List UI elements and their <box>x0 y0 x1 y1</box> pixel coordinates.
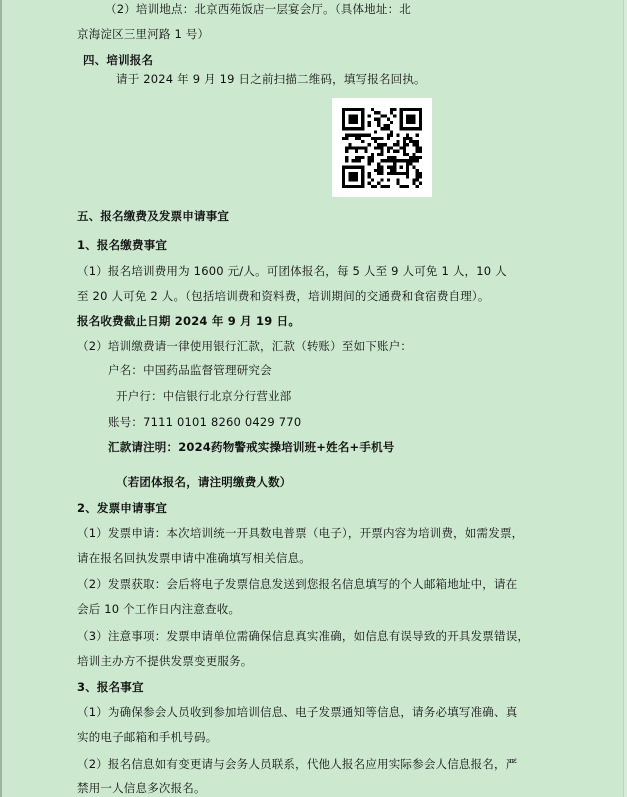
paragraph-line: （2）发票获取：会后将电子发票信息发送到您报名信息填写的个人邮箱地址中，请在 <box>77 577 518 591</box>
paragraph-line: （2）报名信息如有变更请与会务人员联系，代他人报名应用实际参会人信息报名，严 <box>77 757 518 771</box>
paragraph-line: 培训主办方不提供发票变更服务。 <box>77 654 253 668</box>
section-heading: 汇款请注明：2024药物警戒实操培训班+姓名+手机号 <box>108 440 395 454</box>
qr-code-image <box>342 108 422 188</box>
paragraph-line: 请于 2024 年 9 月 19 日之前扫描二维码，填写报名回执。 <box>116 72 426 86</box>
paragraph-line: 实的电子邮箱和手机号码。 <box>77 730 218 744</box>
paragraph-line: （1）为确保参会人员收到参加培训信息、电子发票通知等信息，请务必填写准确、真 <box>77 705 518 719</box>
section-heading: （若团体报名，请注明缴费人数） <box>116 475 292 489</box>
paragraph-line: 开户行：中信银行北京分行营业部 <box>116 389 292 403</box>
paragraph-line: （2）培训地点：北京西苑饭店一层宴会厅。（具体地址：北 <box>105 2 411 16</box>
paragraph-line: 至 20 人可免 2 人。（包括培训费和资料费，培训期间的交通费和食宿费自理）。 <box>77 289 490 303</box>
paragraph-line: 京海淀区三里河路 1 号） <box>77 27 210 41</box>
paragraph-line: （1）发票申请：本次培训统一开具数电普票（电子），开票内容为培训费，如需发票， <box>77 526 524 540</box>
section-heading: 四、培训报名 <box>83 53 154 67</box>
section-heading: 1、报名缴费事宜 <box>77 238 168 252</box>
page-right-edge <box>623 0 627 797</box>
paragraph-line: 账号：7111 0101 8260 0429 770 <box>108 415 302 429</box>
section-heading: 报名收费截止日期 2024 年 9 月 19 日。 <box>77 314 301 328</box>
paragraph-line: （3）注意事项：发票申请单位需确保信息真实准确，如信息有误导致的开具发票错误， <box>77 629 530 643</box>
paragraph-line: （2）培训缴费请一律使用银行汇款，汇款（转账）至如下账户： <box>77 339 413 353</box>
section-heading: 五、报名缴费及发票申请事宜 <box>77 209 230 223</box>
page-left-edge <box>0 0 2 797</box>
paragraph-line: （1）报名培训费用为 1600 元/人。可团体报名，每 5 人至 9 人可免 1 人，10 人 <box>77 264 507 278</box>
section-heading: 3、报名事宜 <box>77 680 144 694</box>
paragraph-line: 请在报名回执发票申请中准确填写相关信息。 <box>77 551 311 565</box>
paragraph-line: 禁用一人信息多次报名。 <box>77 781 206 795</box>
paragraph-line: 户名：中国药品监督管理研究会 <box>108 363 272 377</box>
paragraph-line: 会后 10 个工作日内注意查收。 <box>77 602 241 616</box>
qr-code <box>332 98 432 197</box>
section-heading: 2、发票申请事宜 <box>77 501 168 515</box>
